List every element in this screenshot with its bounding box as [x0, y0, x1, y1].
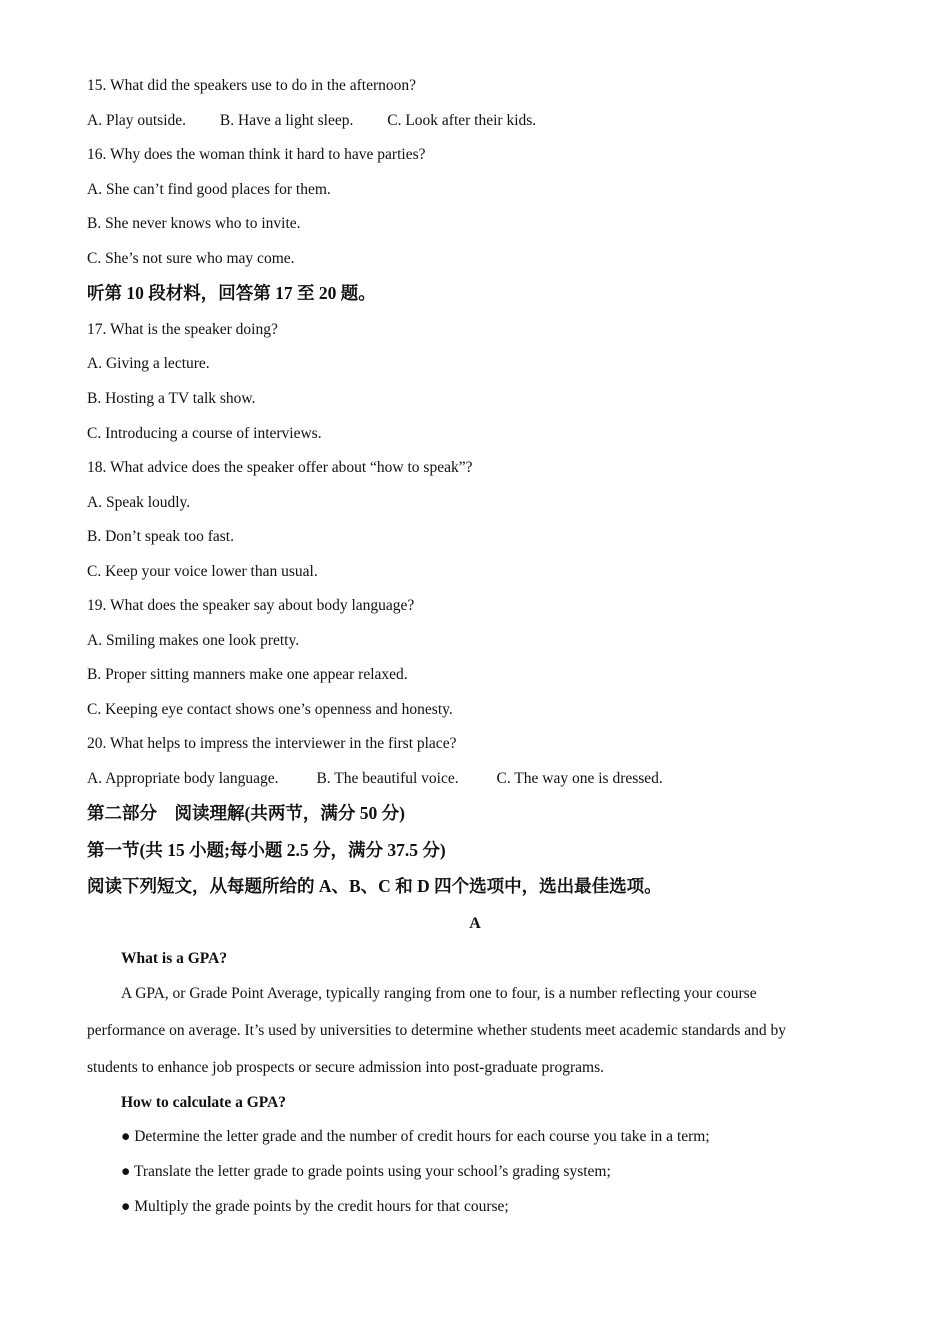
list-item: ● Multiply the grade points by the credit hours for that course; — [121, 1198, 509, 1215]
q16-option-b: B. She never knows who to invite. — [87, 215, 301, 232]
section-10-heading: 听第 10 段材料，回答第 17 至 20 题。 — [87, 283, 376, 303]
passage-label: A — [469, 915, 481, 932]
q15-option-b: B. Have a light sleep. — [219, 112, 354, 129]
q20-question: 20. What helps to impress the interviewer in the first place? — [87, 735, 457, 752]
q17-option-a: A. Giving a lecture. — [87, 355, 210, 372]
list-item: ● Determine the letter grade and the number of credit hours for each course you take in a term; — [121, 1128, 710, 1145]
list-item: ● Translate the letter grade to grade points using your school’s grading system; — [121, 1163, 611, 1180]
q19-option-b: B. Proper sitting manners make one appear relaxed. — [87, 666, 408, 683]
q20-option-b: B. The beautiful voice. — [316, 770, 459, 787]
q20-options — [87, 769, 663, 789]
gpa-definition-heading: What is a GPA? — [121, 950, 228, 967]
q16-question: 16. Why does the woman think it hard to have parties? — [87, 146, 426, 163]
q17-option-b: B. Hosting a TV talk show. — [87, 390, 256, 407]
reading-instructions: 阅读下列短文，从每题所给的 A、B、C 和 D 四个选项中，选出最佳选项。 — [87, 876, 662, 896]
q17-question: 17. What is the speaker doing? — [87, 321, 278, 338]
part-two-heading: 第二部分 阅读理解(共两节，满分 50 分) — [87, 803, 405, 823]
q19-question: 19. What does the speaker say about body language? — [87, 597, 415, 614]
q16-option-a: A. She can’t find good places for them. — [87, 181, 331, 198]
q15-option-c: C. Look after their kids. — [387, 112, 537, 129]
q18-option-b: B. Don’t speak too fast. — [87, 528, 234, 545]
q17-option-c: C. Introducing a course of interviews. — [87, 425, 322, 442]
passage-para1-line2: performance on average. It’s used by universities to determine whether students meet academic standards and by — [87, 1022, 786, 1039]
q15-question: 15. What did the speakers use to do in the afternoon? — [87, 77, 416, 94]
q18-option-a: A. Speak loudly. — [87, 494, 191, 511]
q18-option-c: C. Keep your voice lower than usual. — [87, 563, 318, 580]
q15-option-a: A. Play outside. — [87, 112, 187, 129]
q15-options — [87, 111, 536, 131]
q18-question: 18. What advice does the speaker offer about “how to speak”? — [87, 459, 473, 476]
q20-option-a: A. Appropriate body language. — [87, 770, 279, 787]
section-one-heading: 第一节(共 15 小题;每小题 2.5 分，满分 37.5 分) — [87, 840, 446, 860]
q19-option-a: A. Smiling makes one look pretty. — [87, 632, 300, 649]
q16-option-c: C. She’s not sure who may come. — [87, 250, 295, 267]
passage-para1-line1: A GPA, or Grade Point Average, typically ranging from one to four, is a number reflecting your course — [121, 985, 757, 1002]
passage-para1-line3: students to enhance job prospects or secure admission into post-graduate programs. — [87, 1059, 604, 1076]
gpa-calculation-heading: How to calculate a GPA? — [121, 1094, 287, 1111]
q20-option-c: C. The way one is dressed. — [496, 770, 663, 787]
q19-option-c: C. Keeping eye contact shows one’s openness and honesty. — [87, 701, 453, 718]
